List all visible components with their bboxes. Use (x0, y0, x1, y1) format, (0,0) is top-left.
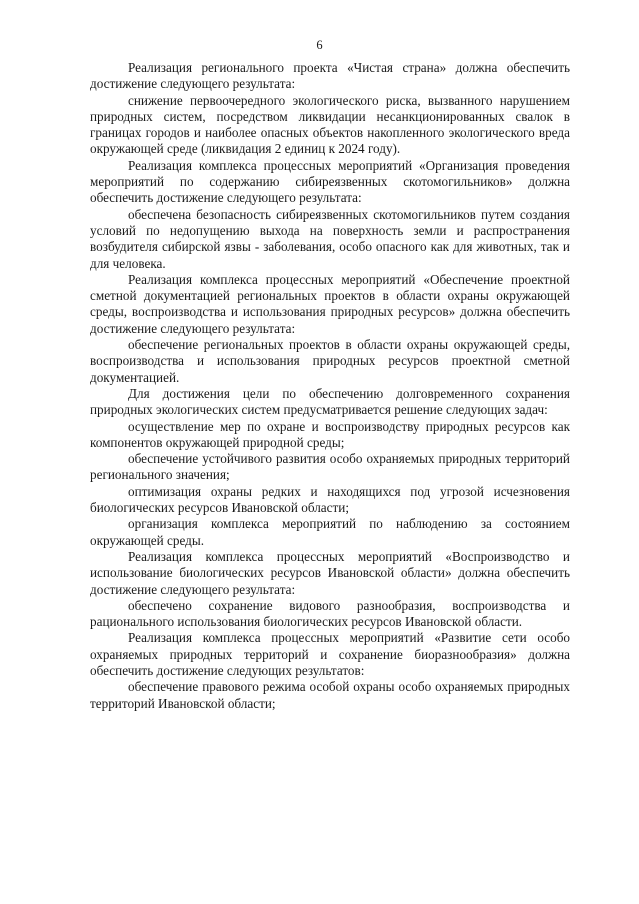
task-item: обеспечение устойчивого развития особо охраняемых природных территорий регионального значения; (90, 451, 570, 483)
paragraph-biological-resources-program: Реализация комплекса процессных мероприятий «Воспроизводство и использование биологических ресурсов Ивановской области» должна обеспечить достижение следующего результата: (90, 548, 570, 597)
paragraph-design-documentation-program: Реализация комплекса процессных мероприятий «Обеспечение проектной сметной документацией региональных проектов в области охраны окружающей среды, воспроизводства и использования природных ресурсов» должна обеспечить достижение следующего результата: (90, 271, 570, 336)
paragraph-anthrax-safety: обеспечена безопасность сибиреязвенных скотомогильников путем создания условий по недопущению выхода на поверхность земли и распространения возбудителя сибирской язвы - заболевания, особо опасного как для животных, так и для человека. (90, 206, 570, 271)
task-item: организация комплекса мероприятий по наблюдению за состоянием окружающей среды. (90, 516, 570, 548)
paragraph-design-documentation-result: обеспечение региональных проектов в области охраны окружающей среды, воспроизводства и использования природных ресурсов проектной сметной документацией. (90, 337, 570, 385)
task-item: осуществление мер по охране и воспроизводству природных ресурсов как компонентов окружающей природной среды; (90, 418, 570, 450)
paragraph-anthrax-burials-program: Реализация комплекса процессных мероприятий «Организация проведения мероприятий по содержанию сибиреязвенных скотомогильников» должна обеспечить достижение следующего результата: (90, 157, 570, 206)
paragraph-protected-areas-program: Реализация комплекса процессных мероприятий «Развитие сети особо охраняемых природных территорий и сохранение биоразнообразия» должна обеспечить достижение следующих результатов: (90, 630, 570, 678)
paragraph-biodiversity-result: обеспечено сохранение видового разнообразия, воспроизводства и рационального использования биологических ресурсов Ивановской области. (90, 597, 570, 630)
paragraph-chistaya-strana: Реализация регионального проекта «Чистая страна» должна обеспечить достижение следующего результата: (90, 60, 570, 92)
document-body (90, 60, 570, 712)
paragraph-goal-tasks: Для достижения цели по обеспечению долговременного сохранения природных экологических систем предусматривается решение следующих задач: (90, 385, 570, 418)
page-number: 6 (316, 38, 323, 52)
task-item: оптимизация охраны редких и находящихся под угрозой исчезновения биологических ресурсов Ивановской области; (90, 483, 570, 516)
paragraph-protected-areas-result: обеспечение правового режима особой охраны особо охраняемых природных территорий Ивановской области; (90, 679, 570, 711)
paragraph-risk-reduction: снижение первоочередного экологического риска, вызванного нарушением природных систем, посредством ликвидации несанкционированных свалок в границах городов и наиболее опасных объектов накопленного экологического вреда окружающей среде (ликвидация 2 единиц к 2024 году). (90, 92, 570, 157)
